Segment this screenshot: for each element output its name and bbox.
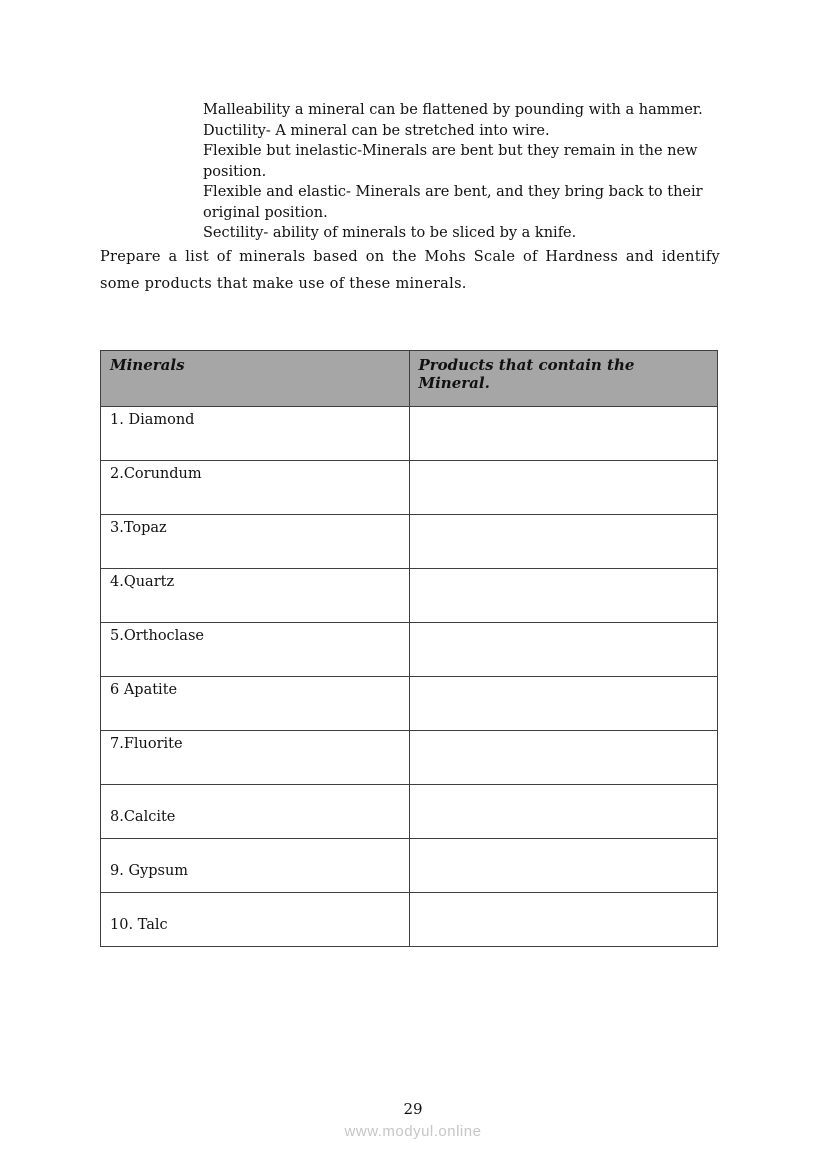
activity-instruction: Prepare a list of minerals based on the Mohs Scale of Hardness and identify some products that make use of these minerals.	[100, 249, 720, 292]
mineral-properties-definitions	[203, 100, 718, 244]
product-answer-cell	[409, 839, 718, 893]
product-answer-cell	[409, 785, 718, 839]
definition-line: Flexible but inelastic-Minerals are bent but they remain in the new position.	[203, 143, 698, 180]
table-row	[101, 461, 718, 515]
header-products: Products that contain the Mineral.	[409, 351, 718, 407]
product-answer-cell	[409, 623, 718, 677]
page-number: 29	[403, 1100, 423, 1118]
mineral-name-cell: 10. Talc	[101, 893, 410, 947]
table-header-row	[101, 351, 718, 407]
product-answer-cell	[409, 893, 718, 947]
header-minerals: Minerals	[101, 351, 410, 407]
product-answer-cell	[409, 569, 718, 623]
product-answer-cell	[409, 461, 718, 515]
definition-line: Ductility- A mineral can be stretched into wire.	[203, 122, 550, 139]
table-row	[101, 623, 718, 677]
table-row	[101, 569, 718, 623]
minerals-table-header	[101, 351, 718, 407]
mineral-name-cell: 1. Diamond	[101, 407, 410, 461]
minerals-table	[100, 350, 718, 947]
definition-line: Flexible and elastic- Minerals are bent, and they bring back to their original position.	[203, 184, 703, 221]
mineral-name-cell: 3.Topaz	[101, 515, 410, 569]
watermark-text: www.modyul.online	[344, 1123, 482, 1140]
table-row	[101, 785, 718, 839]
mineral-name-cell: 5.Orthoclase	[101, 623, 410, 677]
table-row	[101, 677, 718, 731]
table-row	[101, 407, 718, 461]
table-row	[101, 731, 718, 785]
mineral-name-cell: 7.Fluorite	[101, 731, 410, 785]
mineral-name-cell: 8.Calcite	[101, 785, 410, 839]
mineral-name-cell: 9. Gypsum	[101, 839, 410, 893]
product-answer-cell	[409, 515, 718, 569]
definition-line: Malleability a mineral can be flattened by pounding with a hammer.	[203, 102, 703, 118]
product-answer-cell	[409, 731, 718, 785]
definition-line: Sectility- ability of minerals to be sliced by a knife.	[203, 225, 577, 241]
minerals-table-body	[101, 407, 718, 947]
mineral-name-cell: 2.Corundum	[101, 461, 410, 515]
product-answer-cell	[409, 407, 718, 461]
product-answer-cell	[409, 677, 718, 731]
mineral-name-cell: 6 Apatite	[101, 677, 410, 731]
table-row	[101, 893, 718, 947]
table-row	[101, 839, 718, 893]
table-row	[101, 515, 718, 569]
mineral-name-cell: 4.Quartz	[101, 569, 410, 623]
